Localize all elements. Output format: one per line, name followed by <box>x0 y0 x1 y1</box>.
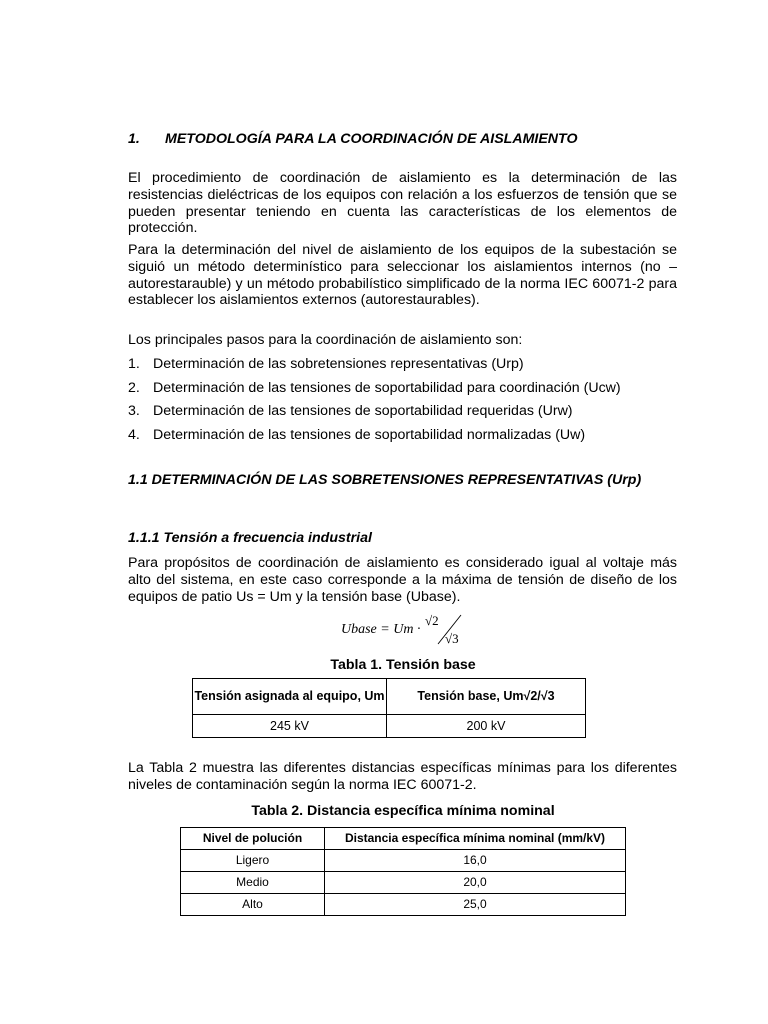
table-2-caption: Tabla 2. Distancia específica mínima nominal <box>251 803 555 819</box>
table-header-row <box>193 679 586 715</box>
paragraph-method: Para la determinación del nivel de aislamiento de los equipos de la subestación se siguió un método determinístico para seleccionar los aislamientos internos (no – autorestarauble) y un método probabilístico simplificado de la norma IEC 60071-2 para establecer los aislamientos externos (autorestaurables). <box>128 242 677 309</box>
list-item: 4. Determinación de las tensiones de soportabilidad normalizadas (Uw) <box>128 427 586 443</box>
table-2 <box>180 827 626 916</box>
section-1-1-1-heading: 1.1.1 Tensión a frecuencia industrial <box>128 530 372 546</box>
table-cell: 25,0 <box>325 894 626 916</box>
table-1-caption: Tabla 1. Tensión base <box>330 657 476 673</box>
table-header-cell: Nivel de polución <box>181 828 325 850</box>
table-cell: 200 kV <box>387 715 586 738</box>
paragraph-steps-intro: Los principales pasos para la coordinación de aislamiento son: <box>128 332 523 348</box>
list-item: 1. Determinación de las sobretensiones representativas (Urp) <box>128 356 524 372</box>
list-item: 3. Determinación de las tensiones de soportabilidad requeridas (Urw) <box>128 403 573 419</box>
table-1 <box>192 678 586 738</box>
section-1-1-heading: 1.1 DETERMINACIÓN DE LAS SOBRETENSIONES REPRESENTATIVAS (Urp) <box>128 472 642 488</box>
table-cell: 245 kV <box>193 715 387 738</box>
table-cell: Alto <box>181 894 325 916</box>
table-cell: 20,0 <box>325 872 626 894</box>
table-header-cell: Distancia específica mínima nominal (mm/kV) <box>325 828 626 850</box>
section-1-number: 1. <box>128 131 140 147</box>
list-item: 2. Determinación de las tensiones de soportabilidad para coordinación (Ucw) <box>128 380 621 396</box>
table-header-row <box>181 828 626 850</box>
formula-numerator: √2 <box>425 613 439 628</box>
formula-lhs: Ubase = Um · <box>341 622 421 637</box>
table-row <box>181 894 626 916</box>
table-header-cell: Tensión asignada al equipo, Um <box>193 679 387 715</box>
table-row <box>193 715 586 738</box>
paragraph-intro: El procedimiento de coordinación de aislamiento es la determinación de las resistencias dieléctricas de los equipos con relación a los esfuerzos de tensión que se pueden presentar teniendo en cuenta las características de los elementos de protección. <box>128 170 677 237</box>
section-1-heading <box>128 131 578 148</box>
paragraph-table-2-intro: La Tabla 2 muestra las diferentes distancias específicas mínimas para los diferentes niveles de contaminación según la norma IEC 60071-2. <box>128 760 677 793</box>
paragraph-industrial-frequency: Para propósitos de coordinación de aislamiento es considerado igual al voltaje más alto del sistema, en este caso corresponde a la máxima de tensión de diseño de los equipos de patio Us = Um y la tensión base (Ubase). <box>128 555 677 605</box>
table-cell: Medio <box>181 872 325 894</box>
table-row <box>181 872 626 894</box>
formula-denominator: √3 <box>445 631 459 646</box>
section-1-title: METODOLOGÍA PARA LA COORDINACIÓN DE AISLAMIENTO <box>165 131 578 147</box>
table-row <box>181 850 626 872</box>
table-cell: 16,0 <box>325 850 626 872</box>
table-cell: Ligero <box>181 850 325 872</box>
formula-ubase <box>341 611 471 647</box>
table-header-cell: Tensión base, Um√2/√3 <box>387 679 586 715</box>
